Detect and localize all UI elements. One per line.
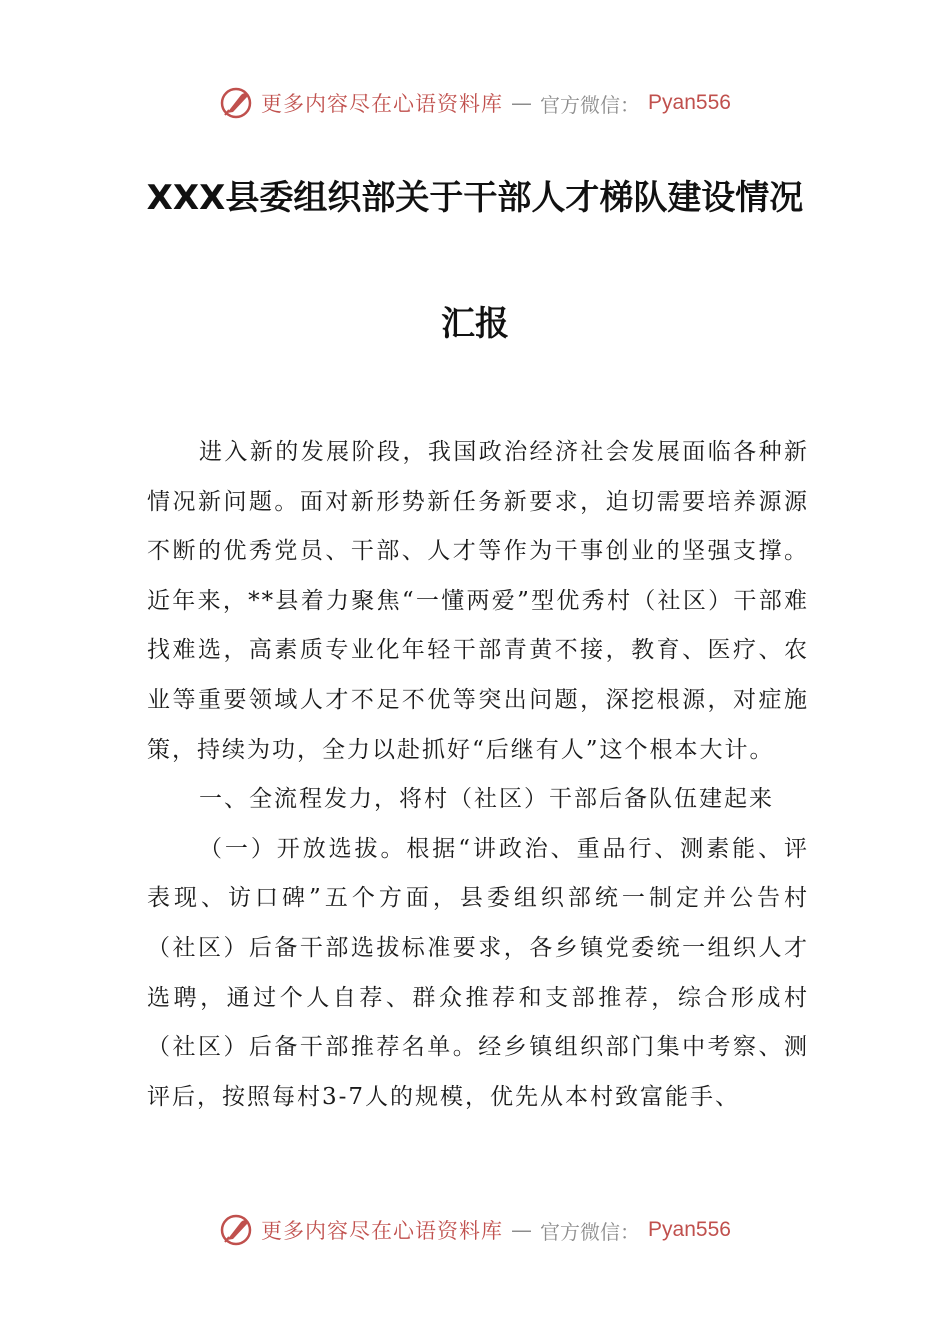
banner-separator: — <box>511 91 533 115</box>
document-body <box>147 428 809 1122</box>
banner-wechat-id: Pyan556 <box>648 91 731 114</box>
document-title-line2: 汇报 <box>441 304 509 344</box>
footer-banner <box>0 1210 950 1250</box>
header-banner <box>0 83 950 123</box>
banner-official-label: 官方微信： <box>540 1219 641 1244</box>
quill-pen-logo-icon <box>219 1213 253 1247</box>
banner-text: 更多内容尽在心语资料库 <box>261 92 504 116</box>
banner-text: 更多内容尽在心语资料库 <box>261 1219 504 1243</box>
banner-wechat-id: Pyan556 <box>648 1218 731 1241</box>
quill-pen-logo-icon <box>219 86 253 120</box>
banner-separator: — <box>511 1218 533 1242</box>
section-heading: 一、全流程发力，将村（社区）干部后备队伍建起来 <box>199 786 774 813</box>
document-title-line1: XXX县委组织部关于干部人才梯队建设情况 <box>146 178 804 218</box>
subsection-paragraph: （一）开放选拔。根据“讲政治、重品行、测素能、评表现、访口碑”五个方面，县委组织部统一制定并公告村（社区）后备干部选拔标准要求，各乡镇党委统一组织人才选聘，通过个人自荐、群众推荐和支部推荐，综合形成村（社区）后备干部推荐名单。经乡镇组织部门集中考察、测评后，按照每村3-7人的规模，优先从本村致富能手、 <box>147 835 809 1110</box>
banner-official-label: 官方微信： <box>540 92 641 117</box>
intro-paragraph: 进入新的发展阶段，我国政治经济社会发展面临各种新情况新问题。面对新形势新任务新要求，迫切需要培养源源不断的优秀党员、干部、人才等作为干事创业的坚强支撑。近年来，**县着力聚焦“一懂两爱”型优秀村（社区）干部难找难选，高素质专业化年轻干部青黄不接，教育、医疗、农业等重要领域人才不足不优等突出问题，深挖根源，对症施策，持续为功，全力以赴抓好“后继有人”这个根本大计。 <box>147 439 809 763</box>
